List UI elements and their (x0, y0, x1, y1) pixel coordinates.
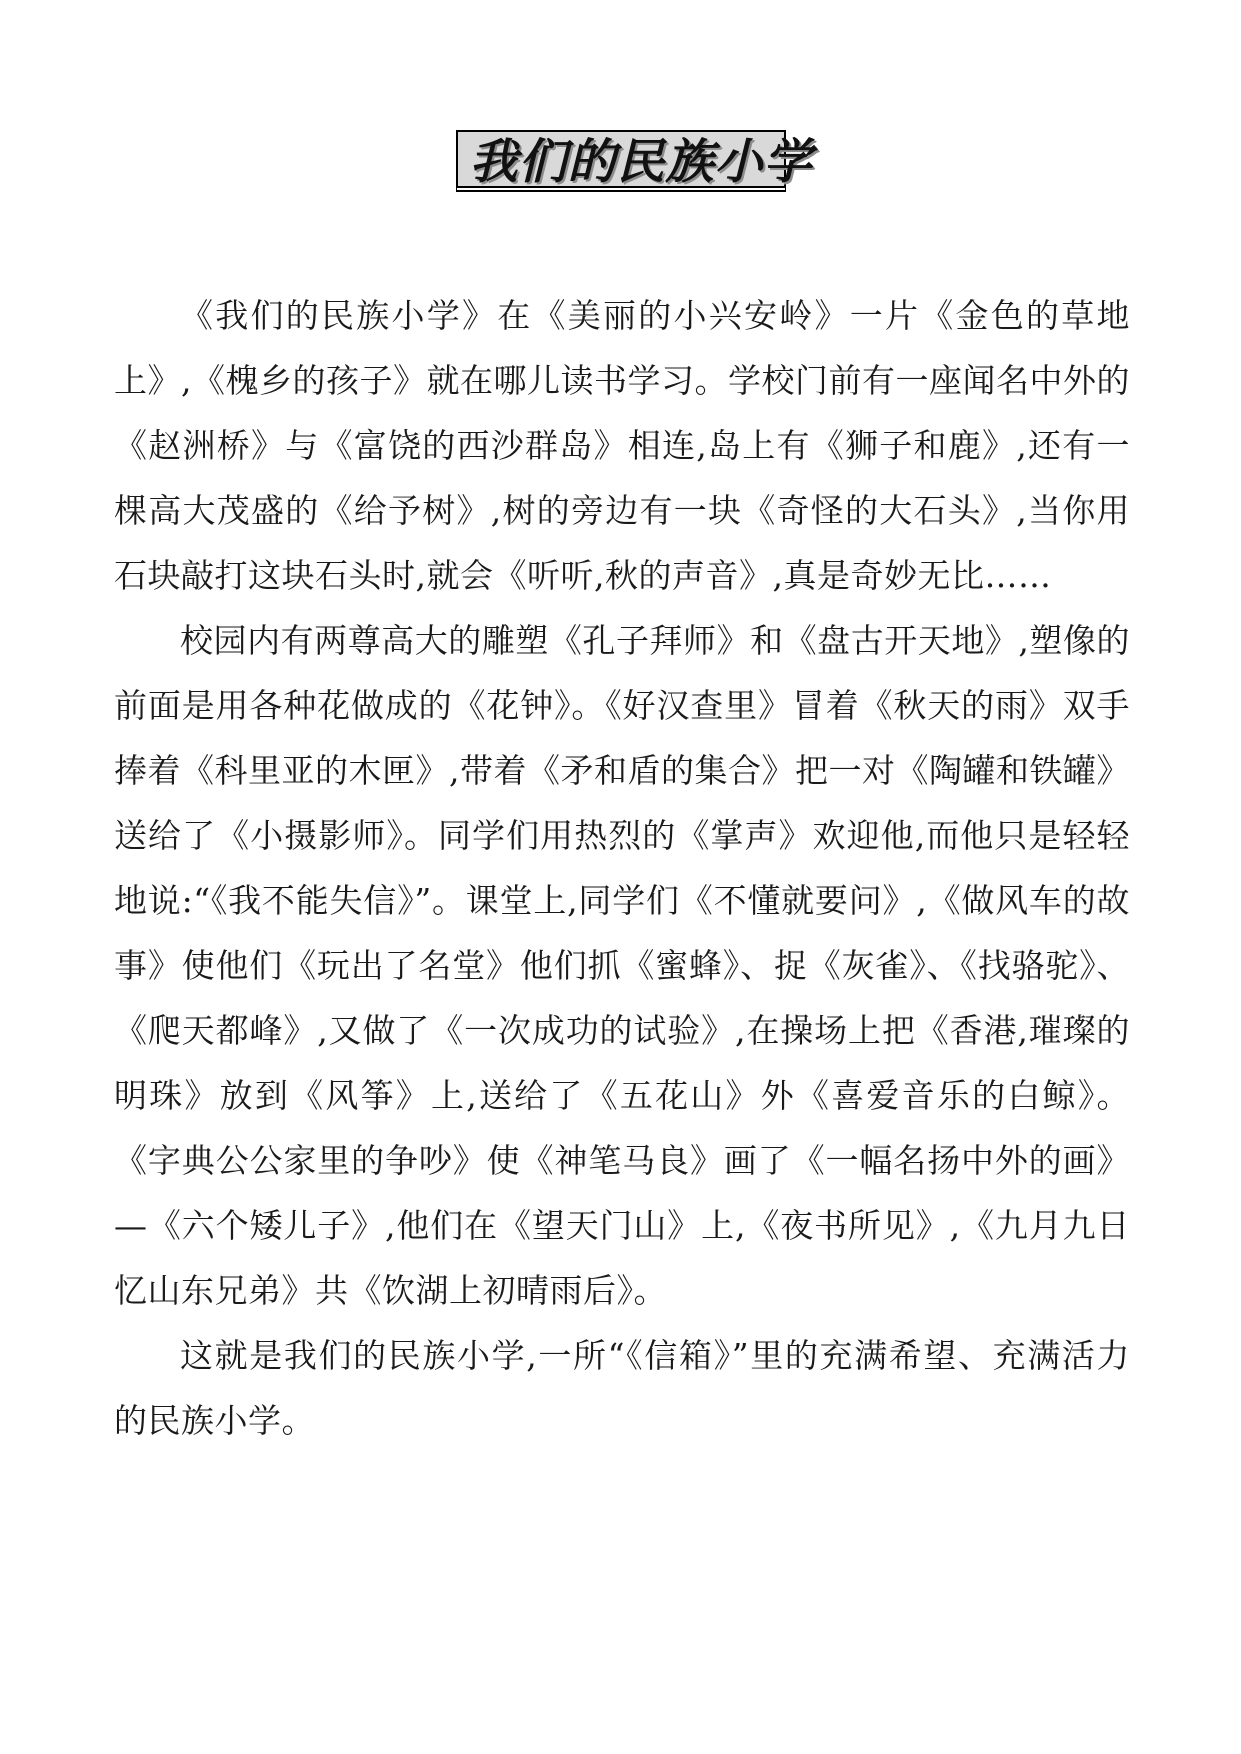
article-body (114, 283, 1130, 1453)
paragraph-1: 《我们的民族小学》在《美丽的小兴安岭》一片《金色的草地上》,《槐乡的孩子》就在哪儿读书学习。学校门前有一座闻名中外的《赵洲桥》与《富饶的西沙群岛》相连,岛上有《狮子和鹿》,还有一棵高大茂盛的《给予树》,树的旁边有一块《奇怪的大石头》,当你用石块敲打这块石头时,就会《听听,秋的声音》,真是奇妙无比…… (114, 296, 1130, 595)
paragraph-3: 这就是我们的民族小学,一所“《信箱》”里的充满希望、充满活力的民族小学。 (114, 1336, 1130, 1440)
title-container (0, 130, 1241, 188)
paragraph-2: 校园内有两尊高大的雕塑《孔子拜师》和《盘古开天地》,塑像的前面是用各种花做成的《花钟》。《好汉查里》冒着《秋天的雨》双手捧着《科里亚的木匣》,带着《矛和盾的集合》把一对《陶罐和铁罐》送给了《小摄影师》。同学们用热烈的《掌声》欢迎他,而他只是轻轻地说:“《我不能失信》”。课堂上,同学们《不懂就要问》,《做风车的故事》使他们《玩出了名堂》他们抓《蜜蜂》、捉《灰雀》、《找骆驼》、《爬天都峰》,又做了《一次成功的试验》,在操场上把《香港,璀璨的明珠》放到《风筝》上,送给了《五花山》外《喜爱音乐的白鲸》。《字典公公家里的争吵》使《神笔马良》画了《一幅名扬中外的画》—《六个矮儿子》,他们在《望天门山》上,《夜书所见》,《九月九日忆山东兄弟》共《饮湖上初晴雨后》。 (114, 621, 1130, 1310)
title-box (456, 130, 813, 190)
page-title: 我们的民族小学 (469, 134, 813, 190)
